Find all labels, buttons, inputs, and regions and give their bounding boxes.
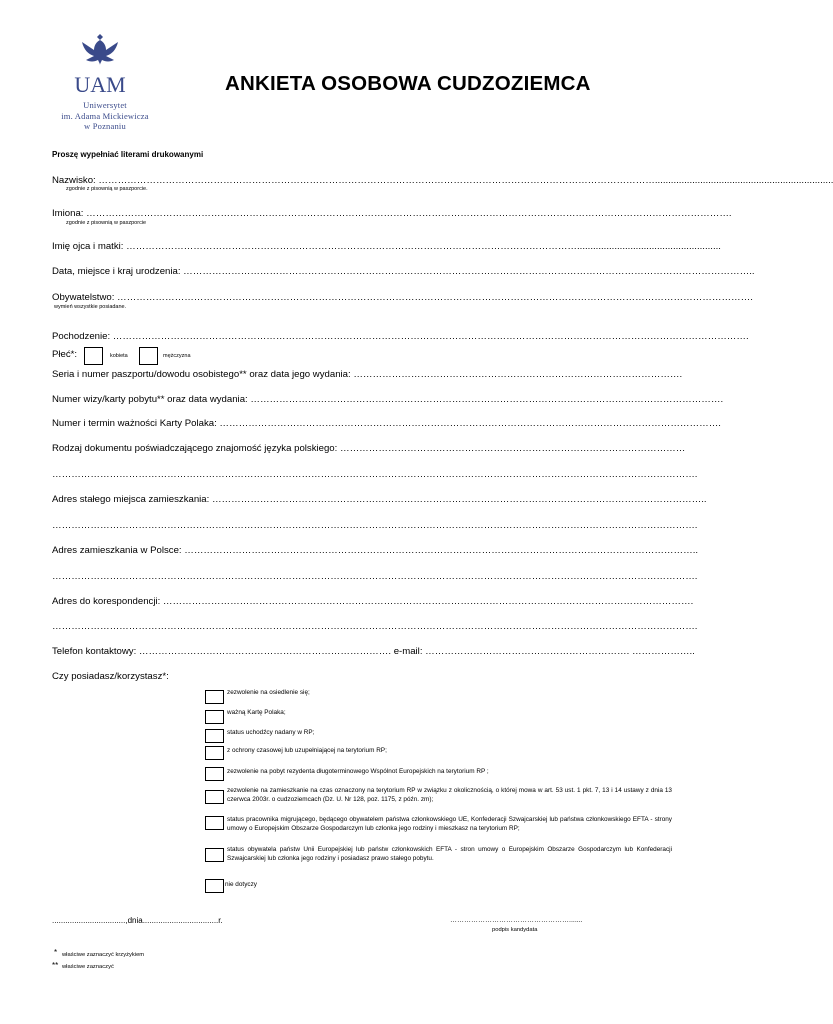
names-note: zgodnie z pisownią w paszporcie — [66, 220, 147, 226]
option-checkbox[interactable] — [205, 767, 224, 781]
option-checkbox[interactable] — [205, 746, 224, 760]
origin-field[interactable]: Pochodzenie: ………………………………………………………………………………………………………………………………………………………………………………. — [52, 331, 749, 342]
footnote-star-2: ** — [52, 961, 59, 970]
university-name — [50, 100, 160, 132]
option-label: status pracownika migrującego, będącego obywatelem państwa członkowskiego UE, Konfederacji Szwajcarskiej lub państwa członkowskiego EFTA - strony umowy o Europejskim Obszarze Gospodarczym lub członka jego rodziny i mieszkasz na terytorium RP; — [227, 816, 672, 832]
option-checkbox[interactable] — [205, 710, 224, 724]
surname-note: zgodnie z pisownią w paszporcie. — [66, 186, 148, 192]
gender-label: Płeć*: — [52, 349, 78, 360]
citizenship-field[interactable]: Obywatelstwo: ………………………………………………………………………………………………………………………………………………………………………………. — [52, 292, 753, 303]
phone-email-field[interactable]: Telefon kontaktowy: ……………………………………………………………………. e-mail: ………………………………………………………. ……………….. — [52, 646, 695, 657]
possess-label: Czy posiadasz/korzystasz*: — [52, 671, 169, 682]
option-checkbox[interactable] — [205, 879, 224, 893]
visa-field[interactable]: Numer wizy/karty pobytu** oraz data wydania: …………………………………………………………………………………………………………………………………. — [52, 394, 724, 405]
parents-field[interactable]: Imię ojca i matki: ……………………………………………………………………………………………………………………………...................................................... — [52, 241, 721, 252]
date-line[interactable]: .................................,dnia..................................r. — [52, 916, 223, 925]
footnote-2: właściwe zaznaczyć — [62, 964, 114, 970]
footnote-star-1: * — [54, 948, 58, 957]
option-label: zezwolenie na zamieszkanie na czas oznaczony na terytorium RP w związku z okolicznością, o której mowa w art. 53 ust. 1 pkt. 7, 13 i 14 ustawy z dnia 13 czerwca 2003r. o cudzoziemcach (Dz. U. Nr 128, poz. 1175, z późn. zm); — [227, 787, 672, 803]
gender-female-label: kobieta — [110, 353, 128, 359]
language-doc-field-cont[interactable]: …………………………………………………………………………………………………………………………………………………………………………………. — [52, 469, 698, 480]
option-checkbox[interactable] — [205, 816, 224, 830]
university-line-1: Uniwersytet — [83, 100, 127, 110]
gender-male-checkbox[interactable] — [139, 347, 158, 365]
poland-address-field[interactable]: Adres zamieszkania w Polsce: …………………………………………………………………………………………………………………………………………….. — [52, 545, 699, 556]
university-line-3: w Poznaniu — [84, 121, 126, 131]
permanent-address-field[interactable]: Adres stałego miejsca zamieszkania: ……………………………………………………………………………………………………………………………………….. — [52, 494, 707, 505]
surname-field[interactable]: Nazwisko: …………………………………………………………………………………………………………………………………………………………................................................................... — [52, 175, 833, 186]
option-label: z ochrony czasowej lub uzupełniającej na terytorium RP; — [227, 747, 387, 754]
language-doc-field[interactable]: Rodzaj dokumentu poświadczającego znajomość języka polskiego: ……………………………………………………………………………………………… — [52, 443, 686, 454]
gender-female-checkbox[interactable] — [84, 347, 103, 365]
option-label: status obywatela państw Unii Europejskiej lub państw członkowskich EFTA - stron umowy o Europejskim Obszarze Gospodarczym lub Konfederacji Szwajcarskiej lub członka jego rodziny i posiadasz prawo stałego pobytu. — [227, 846, 672, 862]
instruction-text: Proszę wypełniać literami drukowanymi — [52, 150, 204, 159]
pole-card-field[interactable]: Numer i termin ważności Karty Polaka: …………………………………………………………………………………………………………………………………………. — [52, 418, 721, 429]
university-line-2: im. Adama Mickiewicza — [61, 110, 149, 121]
gender-male-label: mężczyzna — [163, 353, 191, 359]
option-label: status uchodźcy nadany w RP; — [227, 729, 315, 736]
option-label: ważną Kartę Polaka; — [227, 709, 286, 716]
birth-field[interactable]: Data, miejsce i kraj urodzenia: …………………………………………………………………………………………………………………………………………………………….. — [52, 266, 755, 277]
option-checkbox[interactable] — [205, 848, 224, 862]
option-label: zezwolenie na osiedlenie się; — [227, 689, 310, 696]
eagle-logo-icon — [72, 30, 128, 98]
names-field[interactable]: Imiona: …………………………………………………………………………………………………………………………………………………………………………………. — [52, 208, 732, 219]
option-checkbox[interactable] — [205, 690, 224, 704]
correspondence-address-field-cont[interactable]: …………………………………………………………………………………………………………………………………………………………………………………. — [52, 621, 698, 632]
citizenship-note: wymień wszystkie posiadane. — [54, 304, 127, 310]
option-label: zezwolenie na pobyt rezydenta długoterminowego Wspólnot Europejskich na terytorium RP ; — [227, 768, 489, 775]
poland-address-field-cont[interactable]: …………………………………………………………………………………………………………………………………………………………………………………. — [52, 571, 698, 582]
correspondence-address-field[interactable]: Adres do korespondencji: …………………………………………………………………………………………………………………………………………………. — [52, 596, 694, 607]
logo-text: UAM — [74, 72, 126, 97]
option-checkbox[interactable] — [205, 729, 224, 743]
permanent-address-field-cont[interactable]: …………………………………………………………………………………………………………………………………………………………………………………. — [52, 520, 698, 531]
passport-field[interactable]: Seria i numer paszportu/dowodu osobistego** oraz data jego wydania: …………………………………………………………………………………………. — [52, 369, 683, 380]
signature-label: podpis kandydata — [492, 927, 538, 933]
option-label: nie dotyczy — [225, 881, 257, 888]
option-checkbox[interactable] — [205, 790, 224, 804]
page-title: ANKIETA OSOBOWA CUDZOZIEMCA — [225, 72, 591, 95]
footnote-1: właściwe zaznaczyć krzyżykiem — [62, 952, 145, 958]
signature-line[interactable]: ……………………………………………....... — [450, 917, 583, 924]
